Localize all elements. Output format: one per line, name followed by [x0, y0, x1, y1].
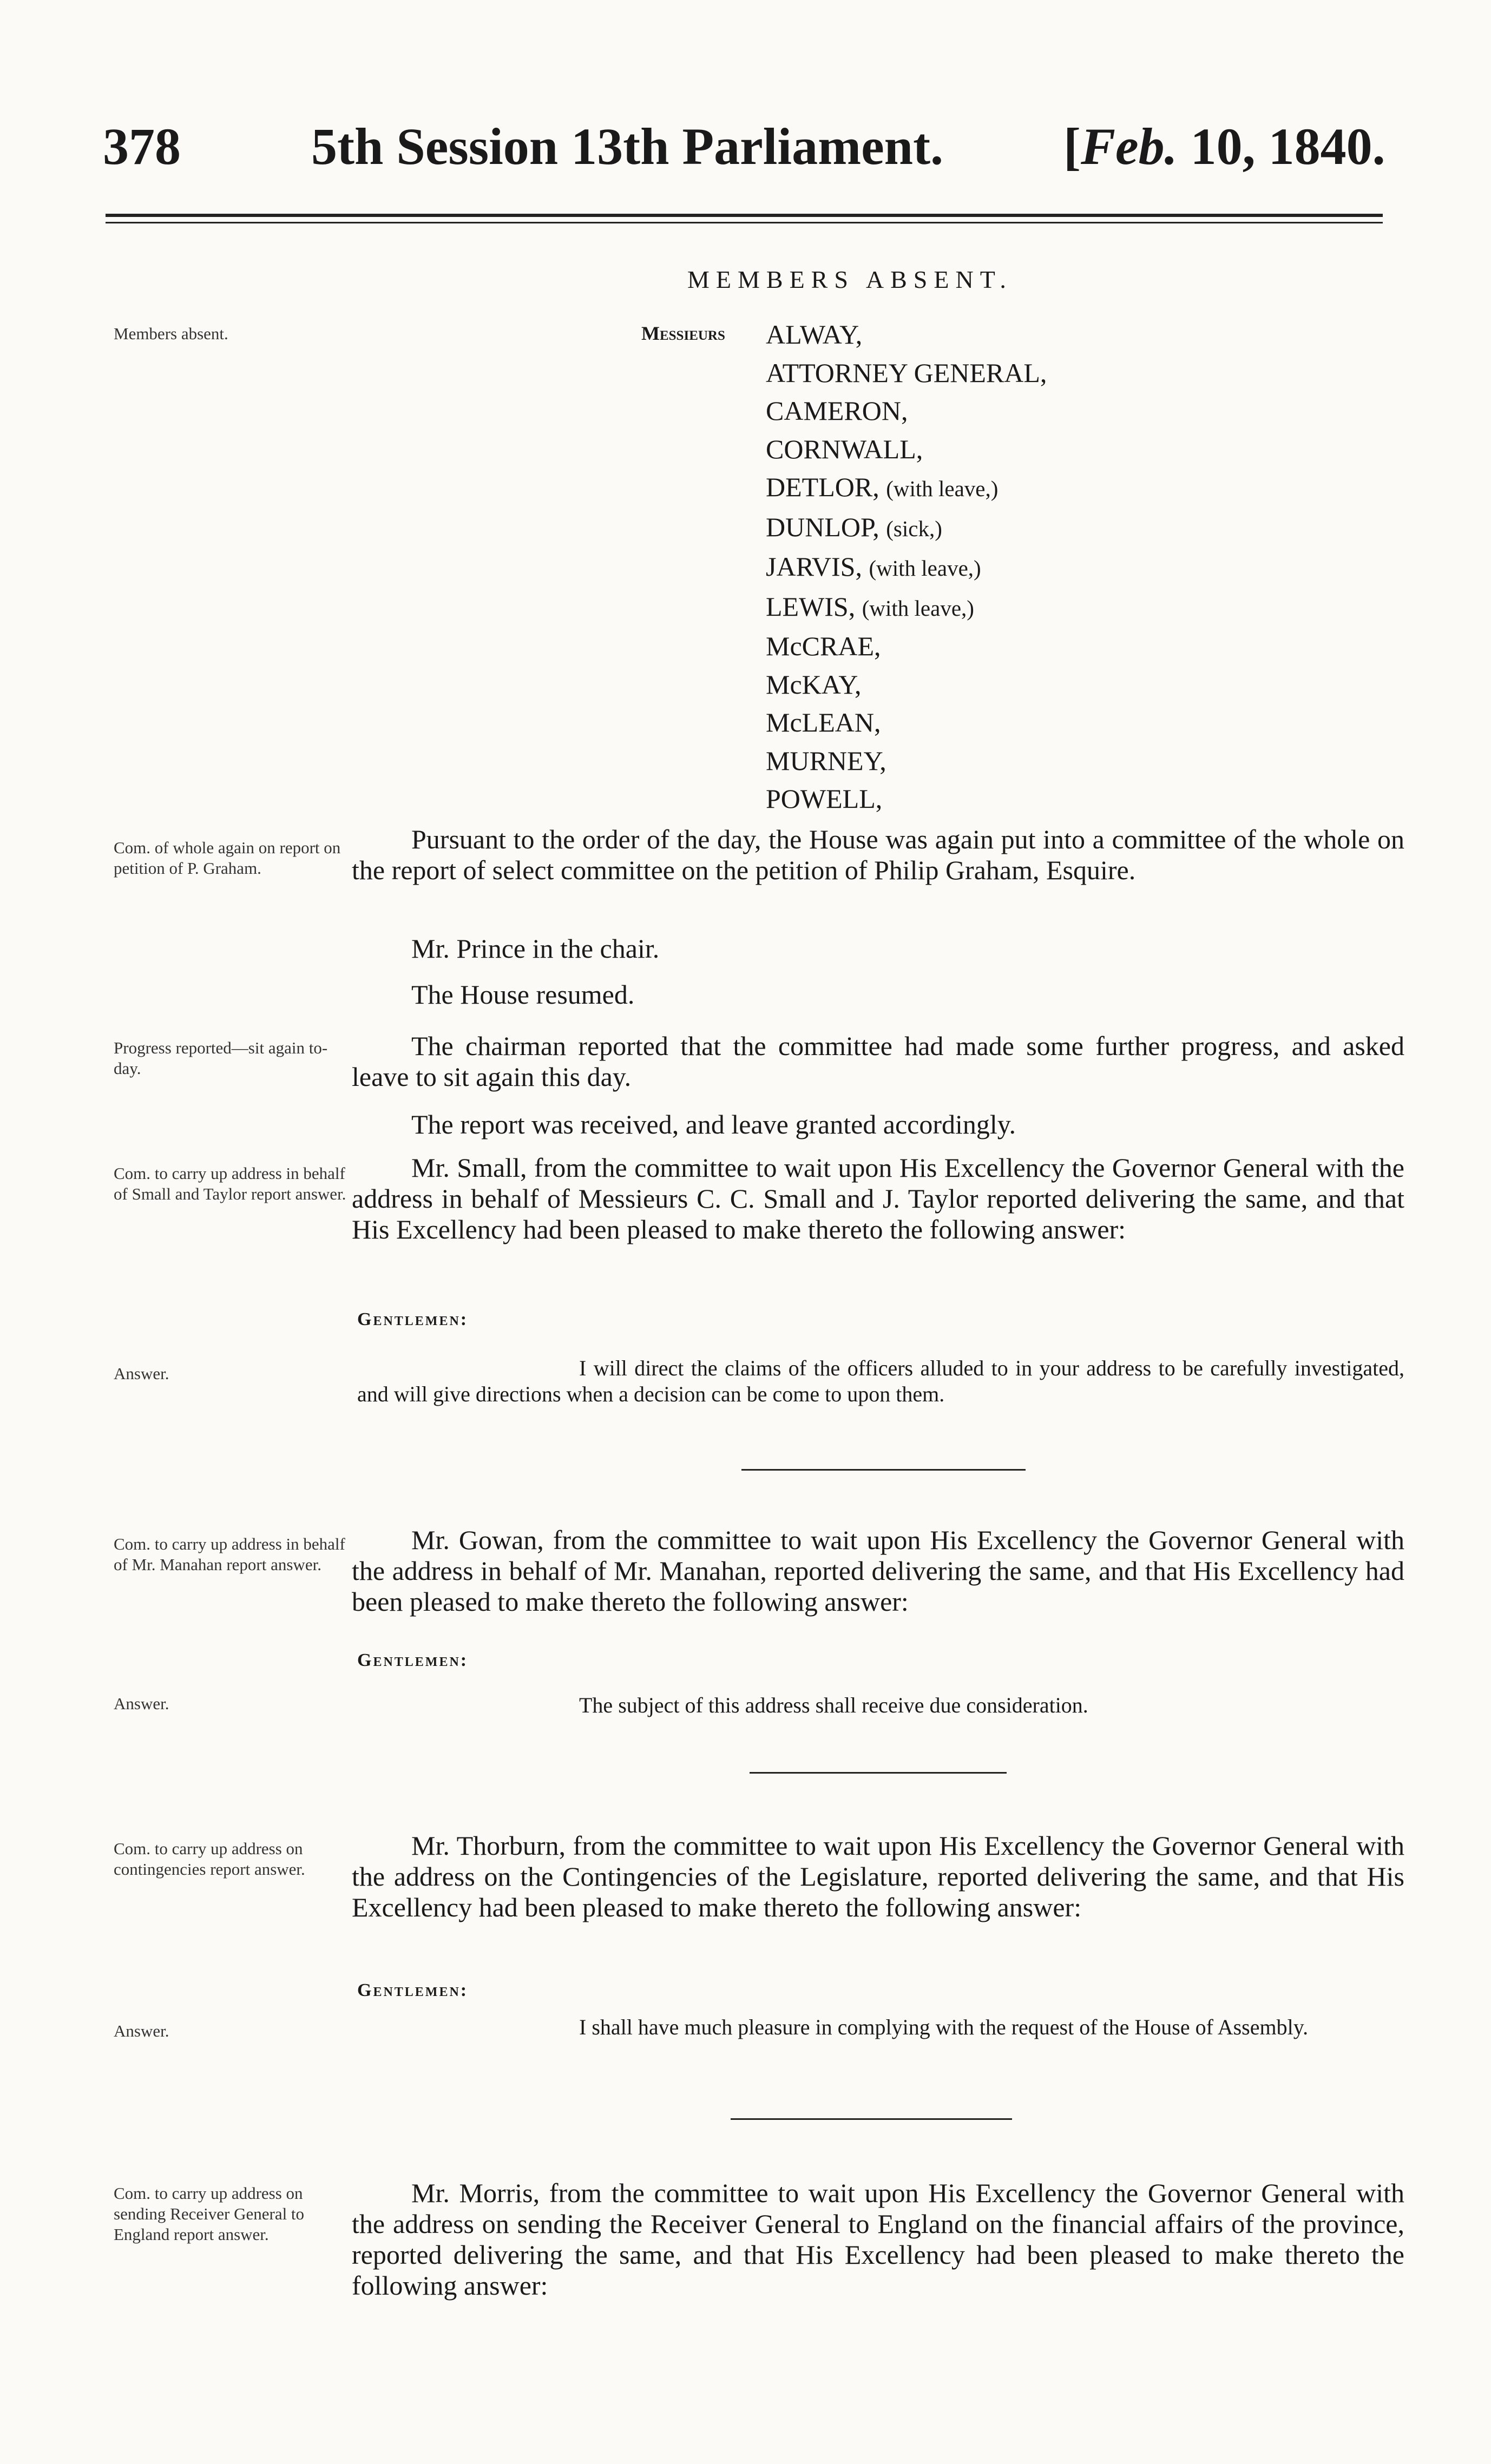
member-absent-item [766, 703, 1047, 742]
member-absent-item [766, 666, 1047, 704]
member-name: McCRAE, [766, 631, 881, 661]
received-text: The report was received, and leave granted accordingly. [411, 1109, 1016, 1139]
receiver-general-text: Mr. Morris, from the committee to wait upon His Excellency the Governor General with the address on sending the Receiver General to England on the financial affairs of the province, reported delivering the same, and that His Excellency had been pleased to make thereto the following answer: [352, 2178, 1404, 2301]
margin-note-committee-whole: Com. of whole again on report on petition of P. Graham. [114, 838, 341, 878]
answer-small-taylor-text: I will direct the claims of the officers alluded to in your address to be carefully investigated, and will give directions when a decision can be come to upon them. [357, 1356, 1404, 1406]
member-absent-item [766, 315, 1047, 354]
paragraph-chair [352, 933, 1404, 964]
paragraph-received [352, 1109, 1404, 1140]
member-name: DETLOR, [766, 472, 879, 502]
member-name: ALWAY, [766, 319, 863, 350]
member-absent-item [766, 588, 1047, 628]
contingencies-text: Mr. Thorburn, from the committee to wait upon His Excellency the Governor General with the address on the Contingencies of the Legislature, reported delivering the same, and that His Excellency had been pleased to make thereto the following answer: [352, 1830, 1404, 1922]
header-rule-thick [106, 214, 1383, 217]
paragraph-resumed [352, 979, 1404, 1010]
page-date [1063, 116, 1385, 176]
member-name: McKAY, [766, 669, 862, 700]
committee-whole-text: Pursuant to the order of the day, the House was again put into a committee of the whole on the report of select committee on the petition of Philip Graham, Esquire. [352, 824, 1404, 885]
margin-note-answer-3: Answer. [114, 2021, 169, 2040]
member-name: CORNWALL, [766, 433, 923, 464]
member-name: MURNEY, [766, 745, 886, 776]
member-absent-item [766, 392, 1047, 430]
salutation-small-taylor: Gentlemen: [357, 1309, 469, 1329]
page-number: 378 [103, 117, 181, 175]
margin-note-members-absent: Members absent. [114, 324, 228, 343]
member-absent-item [766, 548, 1047, 588]
salutation-contingencies: Gentlemen: [357, 1980, 469, 2000]
separator-3 [731, 2118, 1012, 2120]
member-absent-item [766, 508, 1047, 548]
paragraph-contingencies [352, 1830, 1404, 1923]
member-absent-item [766, 468, 1047, 508]
member-name: DUNLOP, [766, 511, 879, 542]
answer-manahan-text: The subject of this address shall receive due consideration. [579, 1693, 1088, 1717]
margin-note-answer-1: Answer. [114, 1364, 169, 1383]
header-rule-thin [106, 222, 1383, 223]
margin-note-small-taylor: Com. to carry up address in behalf of Small and Taylor report answer. [114, 1164, 346, 1203]
member-name: CAMERON, [766, 396, 908, 426]
member-name: LEWIS, [766, 591, 856, 622]
member-name: McLEAN, [766, 707, 881, 737]
answer-small-taylor [357, 1355, 1404, 1407]
paragraph-manahan [352, 1525, 1404, 1617]
answer-manahan [357, 1692, 1404, 1718]
salutation-manahan: Gentlemen: [357, 1650, 469, 1670]
margin-note-manahan: Com. to carry up address in behalf of Mr. Manahan report answer. [114, 1534, 345, 1574]
progress-text: The chairman reported that the committee had made some further progress, and asked leave to sit again this day. [352, 1031, 1404, 1092]
paragraph-progress [352, 1031, 1404, 1092]
date-bracket: [ [1063, 117, 1081, 175]
paragraph-small-taylor [352, 1152, 1404, 1245]
chair-text: Mr. Prince in the chair. [411, 933, 660, 964]
margin-note-progress: Progress reported—sit again to-day. [114, 1038, 328, 1078]
messieurs-label: Messieurs [641, 322, 725, 344]
member-name: POWELL, [766, 783, 883, 814]
members-absent-list [766, 315, 1047, 818]
member-name: ATTORNEY GENERAL, [766, 357, 1047, 388]
resumed-text: The House resumed. [411, 979, 635, 1010]
separator-1 [741, 1469, 1026, 1471]
member-absent-item [766, 354, 1047, 392]
answer-contingencies-text: I shall have much pleasure in complying with the request of the House of Assembly. [579, 2015, 1309, 2039]
member-absent-item [766, 780, 1047, 818]
page-title: 5th Session 13th Parliament. [311, 117, 944, 175]
margin-note-receiver-general: Com. to carry up address on sending Receiver General to England report answer. [114, 2184, 305, 2244]
date-day-year: 10, 1840. [1177, 117, 1385, 175]
answer-contingencies [357, 2014, 1404, 2040]
member-absent-item [766, 430, 1047, 469]
paragraph-committee-whole [352, 824, 1404, 886]
date-month: Feb. [1080, 117, 1178, 175]
small-taylor-text: Mr. Small, from the committee to wait upon His Excellency the Governor General with the address in behalf of Messieurs C. C. Small and J. Taylor reported delivering the same, and that His Excellency had been pleased to make thereto the following answer: [352, 1152, 1404, 1244]
manahan-text: Mr. Gowan, from the committee to wait upon His Excellency the Governor General with the address in behalf of Mr. Manahan, reported delivering the same, and that His Excellency had been pleased to make thereto the following answer: [352, 1525, 1404, 1617]
separator-2 [750, 1772, 1007, 1774]
paragraph-receiver-general [352, 2178, 1404, 2301]
member-absent-item [766, 627, 1047, 666]
margin-note-contingencies: Com. to carry up address on contingencies report answer. [114, 1839, 305, 1879]
member-absent-item [766, 742, 1047, 780]
member-note: (with leave,) [862, 595, 974, 621]
member-name: JARVIS, [766, 551, 862, 582]
member-note: (with leave,) [869, 556, 981, 581]
member-note: (with leave,) [886, 476, 999, 501]
member-note: (sick,) [886, 516, 942, 541]
margin-note-answer-2: Answer. [114, 1694, 169, 1713]
members-absent-heading: MEMBERS ABSENT. [687, 266, 1013, 293]
